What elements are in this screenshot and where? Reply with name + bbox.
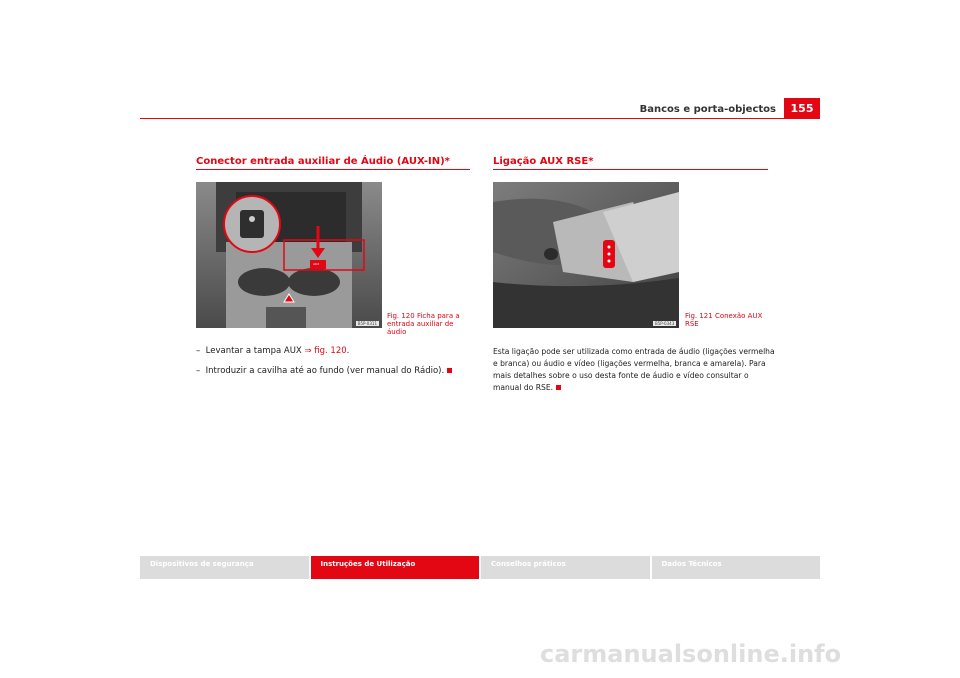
end-of-section-icon xyxy=(556,385,561,390)
section-rule-left xyxy=(196,169,470,170)
tab-instrucoes-utilizacao[interactable]: Instruções de Utilização xyxy=(311,556,480,579)
image-code: B5P-0343 xyxy=(655,321,675,326)
rse-paragraph: Esta ligação pode ser utilizada como entrada de áudio (ligações vermelha e branca) ou áudio e vídeo (ligações vermelha, branca e amarela). Para mais detalhes sobre o uso desta fonte de áudio e vídeo consultar o manual do RSE. xyxy=(493,347,775,392)
section-title-aux-rse: Ligação AUX RSE* xyxy=(493,156,594,167)
end-of-section-icon xyxy=(447,368,452,373)
section-title-aux-in: Conector entrada auxiliar de Áudio (AUX-IN)* xyxy=(196,156,450,167)
image-code: B5P-0311 xyxy=(357,321,377,326)
figure-121-caption: Fig. 121 Conexão AUX RSE xyxy=(685,312,763,328)
page-header-title: Bancos e porta-objectos xyxy=(639,104,776,115)
figure-121-photo xyxy=(493,182,679,328)
header-rule xyxy=(140,118,820,119)
page-number: 155 xyxy=(784,98,820,118)
figure-120-photo xyxy=(196,182,382,328)
console-illustration xyxy=(196,182,382,328)
section-rule-right xyxy=(493,169,768,170)
arrow-icon: ⇒ xyxy=(304,346,312,356)
aux-label: AUX xyxy=(313,262,320,266)
step-2: – Introduzir a cavilha até ao fundo (ver manual do Rádio). xyxy=(196,366,452,376)
figure-link[interactable]: fig. 120 xyxy=(311,346,347,356)
figure-120-caption: Fig. 120 Ficha para a entrada auxiliar de áudio xyxy=(387,312,460,336)
tab-dados-tecnicos[interactable]: Dados Técnicos xyxy=(652,556,821,579)
step-1: – Levantar a tampa AUX ⇒ fig. 120. xyxy=(196,346,350,356)
watermark: carmanualsonline.info xyxy=(540,640,842,668)
chapter-tabs xyxy=(140,556,820,579)
tab-conselhos-praticos[interactable]: Conselhos práticos xyxy=(481,556,650,579)
tab-dispositivos-seguranca[interactable]: Dispositivos de segurança xyxy=(140,556,309,579)
rse-illustration xyxy=(493,182,679,328)
